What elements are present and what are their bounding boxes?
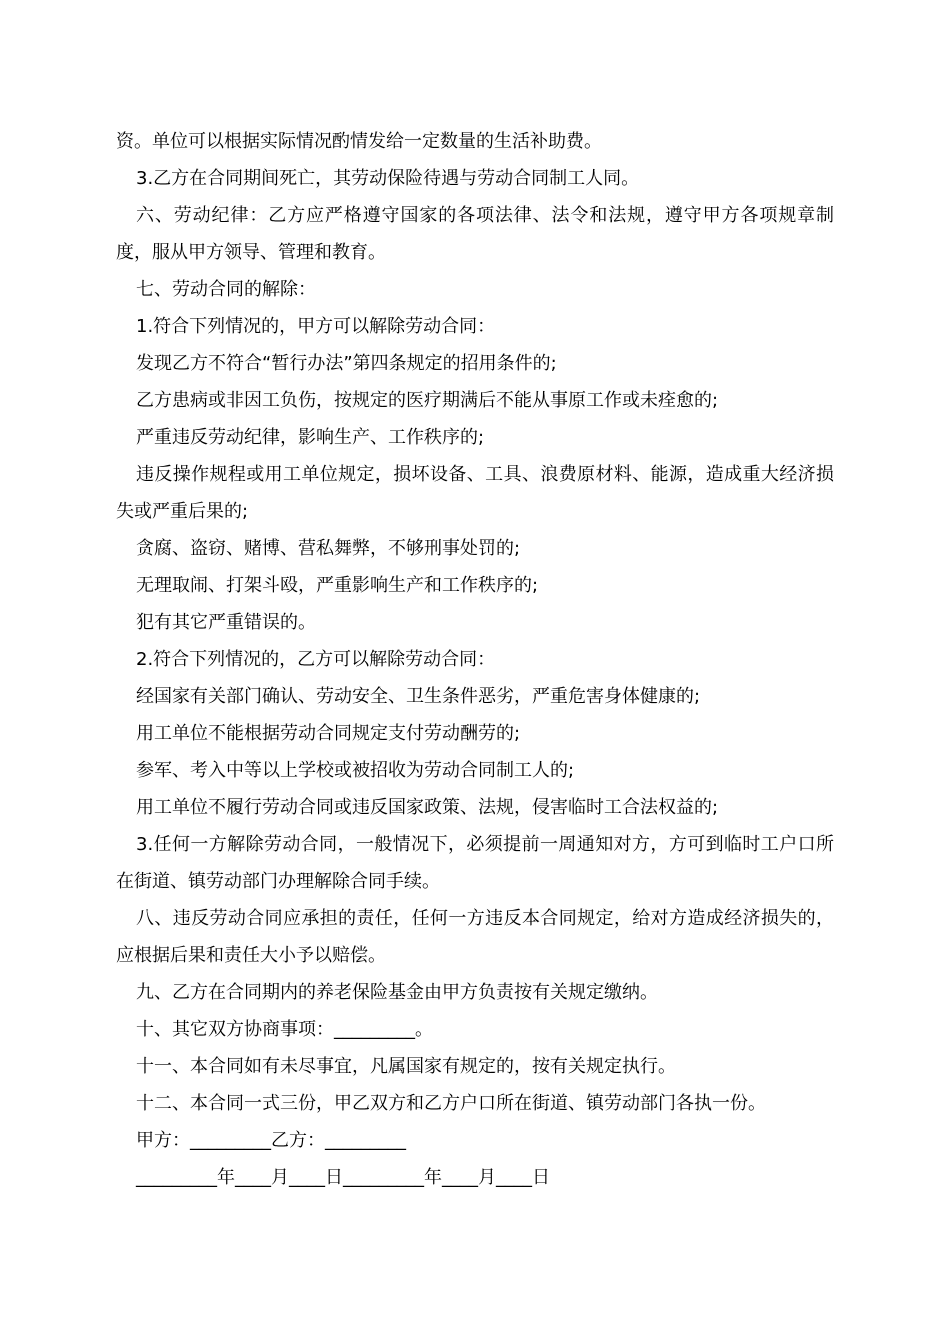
paragraph-20: 九、乙方在合同期内的养老保险基金由甲方负责按有关规定缴纳。 <box>136 982 658 1003</box>
paragraph-12: 犯有其它严重错误的。 <box>136 612 316 633</box>
paragraph-18: 3.任何一方解除劳动合同，一般情况下，必须提前一周通知对方，方可到临时工户口所在街道、镇劳动部门办理解除合同手续。 <box>116 834 834 892</box>
paragraph-14: 经国家有关部门确认、劳动安全、卫生条件恶劣，严重危害身体健康的; <box>136 686 701 707</box>
paragraph-5: 1.符合下列情况的，甲方可以解除劳动合同： <box>136 316 496 337</box>
paragraph-3: 六、劳动纪律：乙方应严格遵守国家的各项法律、法令和法规，遵守甲方各项规章制度，服从甲方领导、管理和教育。 <box>116 205 834 263</box>
paragraph-10: 贪腐、盗窃、赌博、营私舞弊，不够刑事处罚的; <box>136 538 521 559</box>
paragraph-2: 3.乙方在合同期间死亡，其劳动保险待遇与劳动合同制工人同。 <box>136 168 640 189</box>
paragraph-21: 十、其它双方协商事项：_________。 <box>136 1019 433 1040</box>
paragraph-6: 发现乙方不符合“暂行办法”第四条规定的招用条件的; <box>136 353 557 374</box>
paragraph-19: 八、违反劳动合同应承担的责任，任何一方违反本合同规定，给对方造成经济损失的，应根据后果和责任大小予以赔偿。 <box>116 908 834 966</box>
paragraph-23: 十二、本合同一式三份，甲乙双方和乙方户口所在街道、镇劳动部门各执一份。 <box>136 1093 766 1114</box>
signature-line: 甲方：_________乙方：_________ <box>136 1130 406 1151</box>
paragraph-7: 乙方患病或非因工负伤，按规定的医疗期满后不能从事原工作或未痊愈的; <box>136 390 719 411</box>
paragraph-8: 严重违反劳动纪律，影响生产、工作秩序的; <box>136 427 485 448</box>
paragraph-17: 用工单位不履行劳动合同或违反国家政策、法规，侵害临时工合法权益的; <box>136 797 719 818</box>
paragraph-13: 2.符合下列情况的，乙方可以解除劳动合同： <box>136 649 496 670</box>
paragraph-16: 参军、考入中等以上学校或被招收为劳动合同制工人的; <box>136 760 575 781</box>
paragraph-11: 无理取闹、打架斗殴，严重影响生产和工作秩序的; <box>136 575 539 596</box>
paragraph-22: 十一、本合同如有未尽事宜，凡属国家有规定的，按有关规定执行。 <box>136 1056 676 1077</box>
paragraph-15: 用工单位不能根据劳动合同规定支付劳动酬劳的; <box>136 723 521 744</box>
paragraph-4: 七、劳动合同的解除： <box>136 279 316 300</box>
paragraph-9: 违反操作规程或用工单位规定，损坏设备、工具、浪费原材料、能源，造成重大经济损失或严重后果的; <box>116 464 834 522</box>
paragraph-1: 资。单位可以根据实际情况酌情发给一定数量的生活补助费。 <box>116 131 602 152</box>
date-line: _________年____月____日_________年____月____日 <box>136 1167 550 1188</box>
